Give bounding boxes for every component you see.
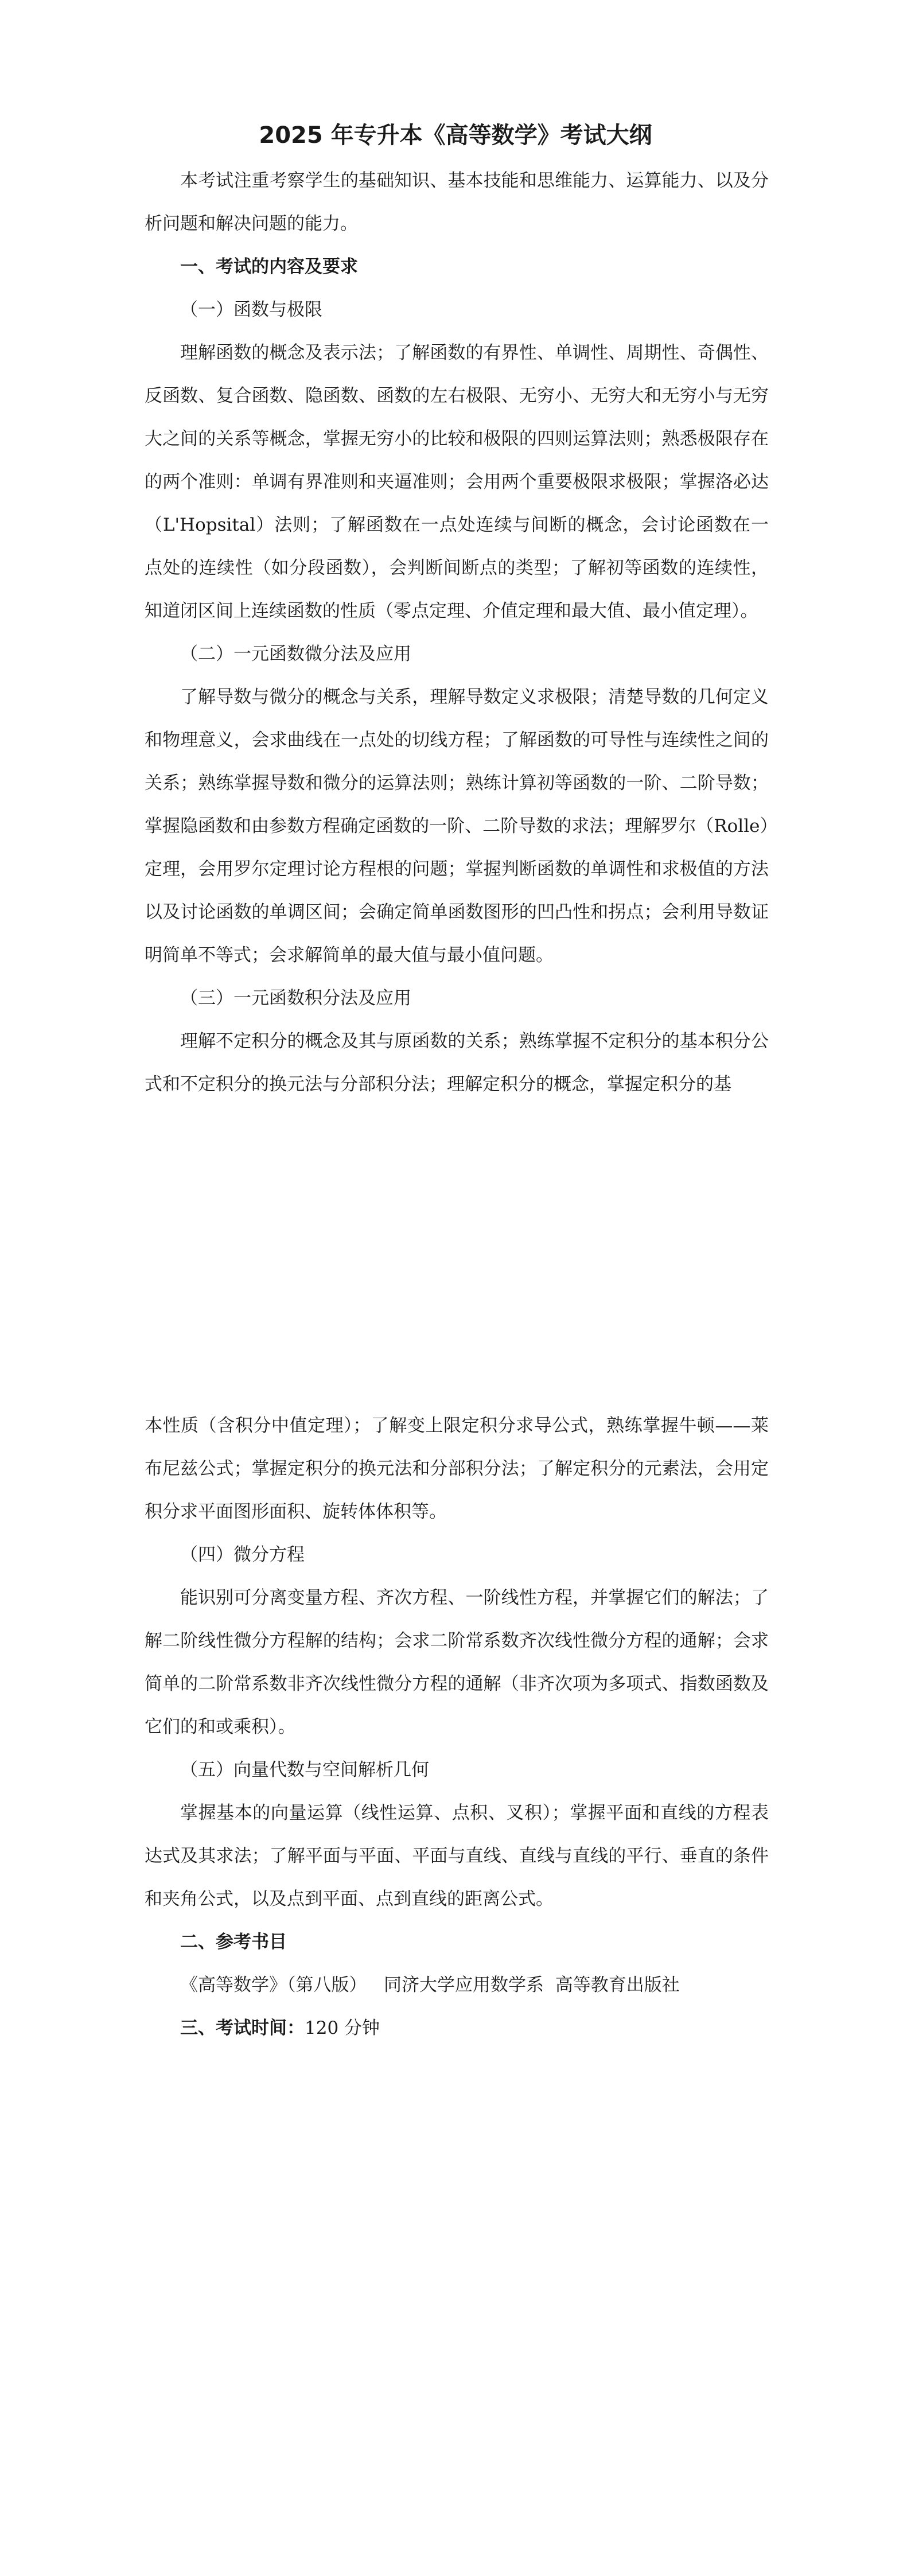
subsection-3-body-part2: 本性质（含积分中值定理）；了解变上限定积分求导公式，熟练掌握牛顿——莱布尼兹公式；掌握定积分的换元法和分部积分法；了解定积分的元素法，会用定积分求平面图形面积、旋转体体积等。 [145,1415,769,1522]
subsection-4-heading: （四）微分方程 [180,1544,305,1565]
content-block-upper [145,159,769,1106]
intro-paragraph: 本考试注重考察学生的基础知识、基本技能和思维能力、运算能力、以及分析问题和解决问题的能力。 [145,170,769,234]
exam-time-line [145,2007,769,2050]
subsection-3-heading: （三）一元函数积分法及应用 [180,988,411,1009]
subsection-5-heading: （五）向量代数与空间解析几何 [180,1760,429,1780]
exam-time-value: 120 分钟 [305,2018,380,2038]
subsection-1-body: 理解函数的概念及表示法；了解函数的有界性、单调性、周期性、奇偶性、反函数、复合函数、隐函数、函数的左右极限、无穷小、无穷大和无穷小与无穷大之间的关系等概念，掌握无穷小的比较和极限的四则运算法则；熟悉极限存在的两个准则：单调有界准则和夹逼准则；会用两个重要极限求极限；掌握洛必达（L'Hopsital）法则；了解函数在一点处连续与间断的概念，会讨论函数在一点处的连续性（如分段函数），会判断间断点的类型；了解初等函数的连续性，知道闭区间上连续函数的性质（零点定理、介值定理和最大值、最小值定理）。 [145,343,769,621]
subsection-1-heading: （一）函数与极限 [180,299,322,320]
content-block-lower [145,1404,769,2050]
subsection-2-heading: （二）一元函数微分法及应用 [180,644,411,664]
document-title: 2025 年专升本《高等数学》考试大纲 [259,122,652,149]
section-2-heading: 二、参考书目 [180,1932,287,1952]
subsection-2-body: 了解导数与微分的概念与关系，理解导数定义求极限；清楚导数的几何定义和物理意义，会求曲线在一点处的切线方程；了解函数的可导性与连续性之间的关系；熟练掌握导数和微分的运算法则；熟练计算初等函数的一阶、二阶导数；掌握隐函数和由参数方程确定函数的一阶、二阶导数的求法；理解罗尔（Rolle）定理，会用罗尔定理讨论方程根的问题；掌握判断函数的单调性和求极值的方法以及讨论函数的单调区间；会确定简单函数图形的凹凸性和拐点；会利用导数证明简单不等式；会求解简单的最大值与最小值问题。 [145,687,769,966]
section-1-heading: 一、考试的内容及要求 [180,256,358,277]
reference-books: 《高等数学》（第八版） 同济大学应用数学系 高等教育出版社 [180,1975,680,1995]
subsection-4-body: 能识别可分离变量方程、齐次方程、一阶线性方程，并掌握它们的解法；了解二阶线性微分方程解的结构；会求二阶常系数齐次线性微分方程的通解；会求简单的二阶常系数非齐次线性微分方程的通解（非齐次项为多项式、指数函数及它们的和或乘积）。 [145,1587,769,1737]
exam-time-label: 三、考试时间： [180,2018,305,2038]
subsection-5-body: 掌握基本的向量运算（线性运算、点积、叉积）；掌握平面和直线的方程表达式及其求法；了解平面与平面、平面与直线、直线与直线的平行、垂直的条件和夹角公式，以及点到平面、点到直线的距离公式。 [145,1803,769,1909]
subsection-3-body-part1: 理解不定积分的概念及其与原函数的关系；熟练掌握不定积分的基本积分公式和不定积分的换元法与分部积分法；理解定积分的概念，掌握定积分的基 [145,1031,769,1095]
